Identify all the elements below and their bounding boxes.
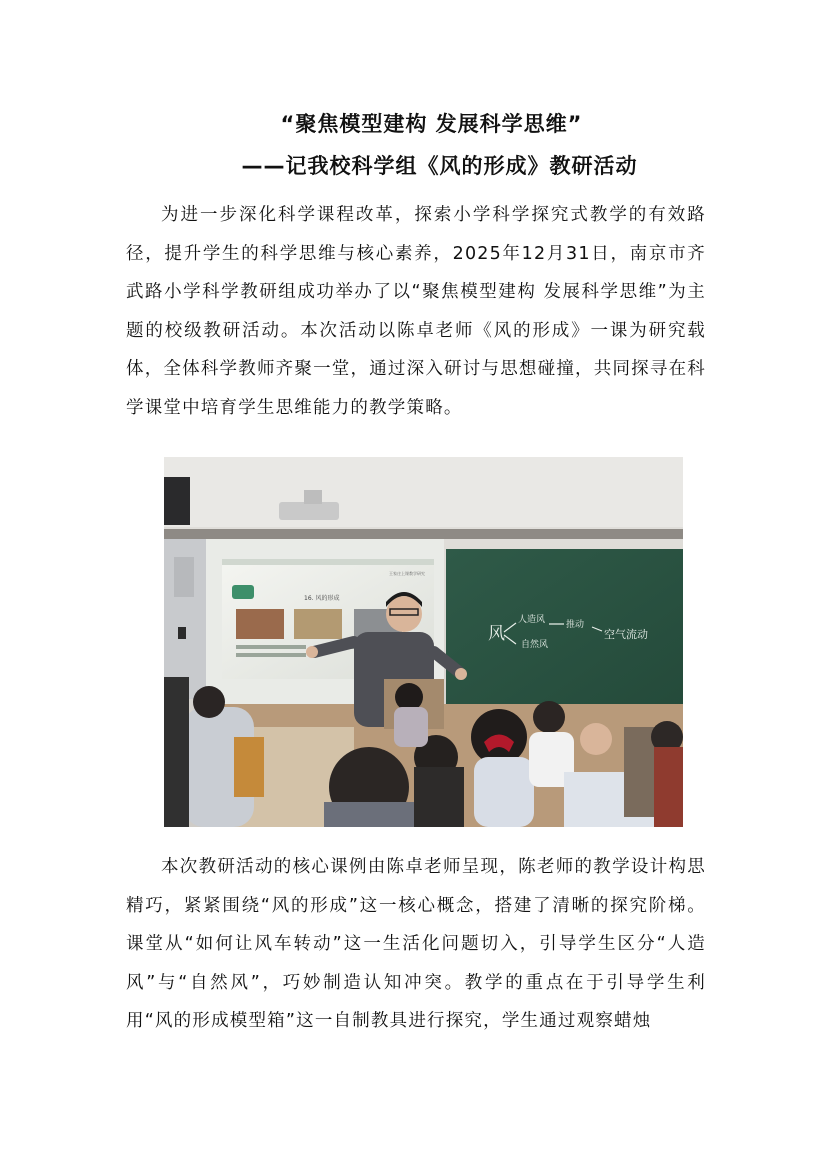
classroom-photo	[164, 457, 683, 827]
slide-title: 16. 风的形成	[304, 595, 340, 602]
paragraph-lesson-text: 本次教研活动的核心课例由陈卓老师呈现，陈老师的教学设计构思精巧，紧紧围绕“风的形成”这一核心概念，搭建了清晰的探究阶梯。课堂从“如何让风车转动”这一生活化问题切入，引导学生区分“人造风”与“自然风”，巧妙制造认知冲突。教学的重点在于引导学生利用“风的形成模型箱”这一自制教具进行探究，学生通过观察蜡烛	[126, 857, 706, 1031]
article-title: “聚焦模型建构 发展科学思维”	[280, 112, 583, 136]
paragraph-lesson	[126, 848, 706, 1041]
article-subtitle: ——记我校科学组《风的形成》教研活动	[241, 154, 638, 178]
board-text-artificial: 人造风	[518, 615, 546, 625]
paragraph-intro-text: 为进一步深化科学课程改革，探索小学科学探究式教学的有效路径，提升学生的科学思维与核心素养，2025年12月31日，南京市齐武路小学科学教研组成功举办了以“聚焦模型建构 发展科学思维”为主题的校级教研活动。本次活动以陈卓老师《风的形成》一课为研究载体，全体科学教师齐聚一堂，通过深入研讨与思想碰撞，共同探寻在科学课堂中培育学生思维能力的教学策略。	[126, 205, 706, 418]
board-text-airflow: 空气流动	[604, 628, 648, 641]
board-text-natural: 自然风	[521, 640, 549, 650]
paragraph-intro	[126, 196, 706, 427]
board-text-wind: 风	[488, 624, 505, 644]
board-text-push: 推动	[566, 620, 585, 630]
slide-header: 王家庄上课教学研究	[389, 571, 425, 576]
